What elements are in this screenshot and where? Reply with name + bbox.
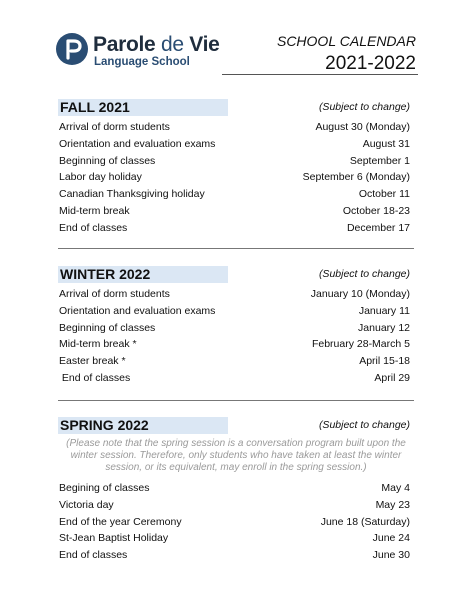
event-label: End of the year Ceremony	[59, 515, 182, 528]
event-label: Easter break *	[59, 355, 126, 368]
event-label: Mid-term break	[59, 204, 130, 217]
event-label: Beginning of classes	[59, 321, 156, 334]
event-label: Labor day holiday	[59, 171, 142, 184]
event-date: February 28-March 5	[311, 338, 410, 351]
event-label: Begining of classes	[59, 482, 150, 494]
event-date: May 4	[381, 482, 410, 494]
event-date: June 18 (Saturday)	[320, 515, 410, 528]
event-row	[58, 497, 414, 514]
event-label: End of classes	[59, 371, 131, 384]
section-title: FALL 2021	[58, 99, 228, 116]
event-date: December 17	[346, 221, 410, 234]
event-row	[58, 547, 414, 564]
event-date: January 12	[358, 321, 410, 334]
school-logo	[55, 32, 225, 72]
brand-subtitle: Language School	[94, 56, 190, 68]
event-row	[58, 119, 414, 136]
event-row	[58, 220, 414, 237]
section-spring-2022	[58, 417, 414, 564]
header-divider	[222, 74, 418, 75]
event-row	[58, 530, 414, 547]
event-date: August 30 (Monday)	[315, 121, 410, 133]
event-date: September 6 (Monday)	[302, 171, 410, 184]
event-date: October 11	[358, 188, 410, 201]
event-label: Victoria day	[59, 498, 114, 511]
section-winter-2022	[58, 266, 414, 387]
event-date: October 18-23	[342, 204, 410, 217]
event-label: St-Jean Baptist Holiday	[59, 532, 169, 545]
event-label: Beginning of classes	[59, 154, 156, 167]
event-row	[58, 320, 414, 337]
event-date: August 31	[362, 137, 410, 150]
event-date: June 24	[372, 532, 410, 545]
event-date: May 23	[375, 498, 410, 511]
section-header	[58, 417, 414, 434]
subject-to-change-note: (Subject to change)	[318, 419, 410, 431]
event-label: Orientation and evaluation exams	[59, 137, 216, 150]
event-date: September 1	[349, 154, 410, 167]
subject-to-change-note: (Subject to change)	[318, 268, 410, 280]
event-row	[58, 370, 414, 387]
section-divider	[58, 400, 414, 401]
calendar-title: SCHOOL CALENDAR	[276, 33, 416, 49]
event-row	[58, 169, 414, 186]
section-title: WINTER 2022	[58, 266, 228, 283]
event-row	[58, 480, 414, 497]
event-row	[58, 186, 414, 203]
calendar-year: 2021-2022	[325, 53, 416, 74]
event-label: End of classes	[59, 221, 128, 234]
event-row	[58, 353, 414, 370]
section-title: SPRING 2022	[58, 417, 228, 434]
event-date: April 29	[374, 371, 410, 384]
event-list	[58, 119, 414, 237]
event-date: June 30	[372, 549, 410, 562]
event-row	[58, 203, 414, 220]
section-header	[58, 266, 414, 283]
spring-session-disclaimer: (Please note that the spring session is a conversation program built upon the winter session. Therefore, only students who have taken at least the winter session, or its equivalent, may enroll in the spring session.)	[66, 438, 406, 473]
event-list	[58, 480, 414, 564]
event-date: January 11	[358, 304, 410, 317]
event-row	[58, 336, 414, 353]
section-divider	[58, 248, 414, 249]
subject-to-change-note: (Subject to change)	[318, 101, 410, 113]
event-list	[58, 286, 414, 387]
event-label: Arrival of dorm students	[59, 288, 170, 300]
section-header	[58, 99, 414, 116]
event-label: End of classes	[59, 549, 128, 562]
event-date: January 10 (Monday)	[310, 288, 410, 300]
event-label: Mid-term break *	[59, 338, 137, 351]
event-label: Arrival of dorm students	[59, 121, 170, 133]
event-row	[58, 153, 414, 170]
brand-name: Parole de Vie	[93, 33, 220, 56]
event-row	[58, 286, 414, 303]
section-fall-2021	[58, 99, 414, 237]
event-label: Orientation and evaluation exams	[59, 304, 216, 317]
event-row	[58, 303, 414, 320]
event-date: April 15-18	[359, 355, 410, 368]
event-row	[58, 136, 414, 153]
p-letter-logo-icon	[55, 32, 89, 66]
event-label: Canadian Thanksgiving holiday	[59, 188, 205, 201]
event-row	[58, 514, 414, 531]
